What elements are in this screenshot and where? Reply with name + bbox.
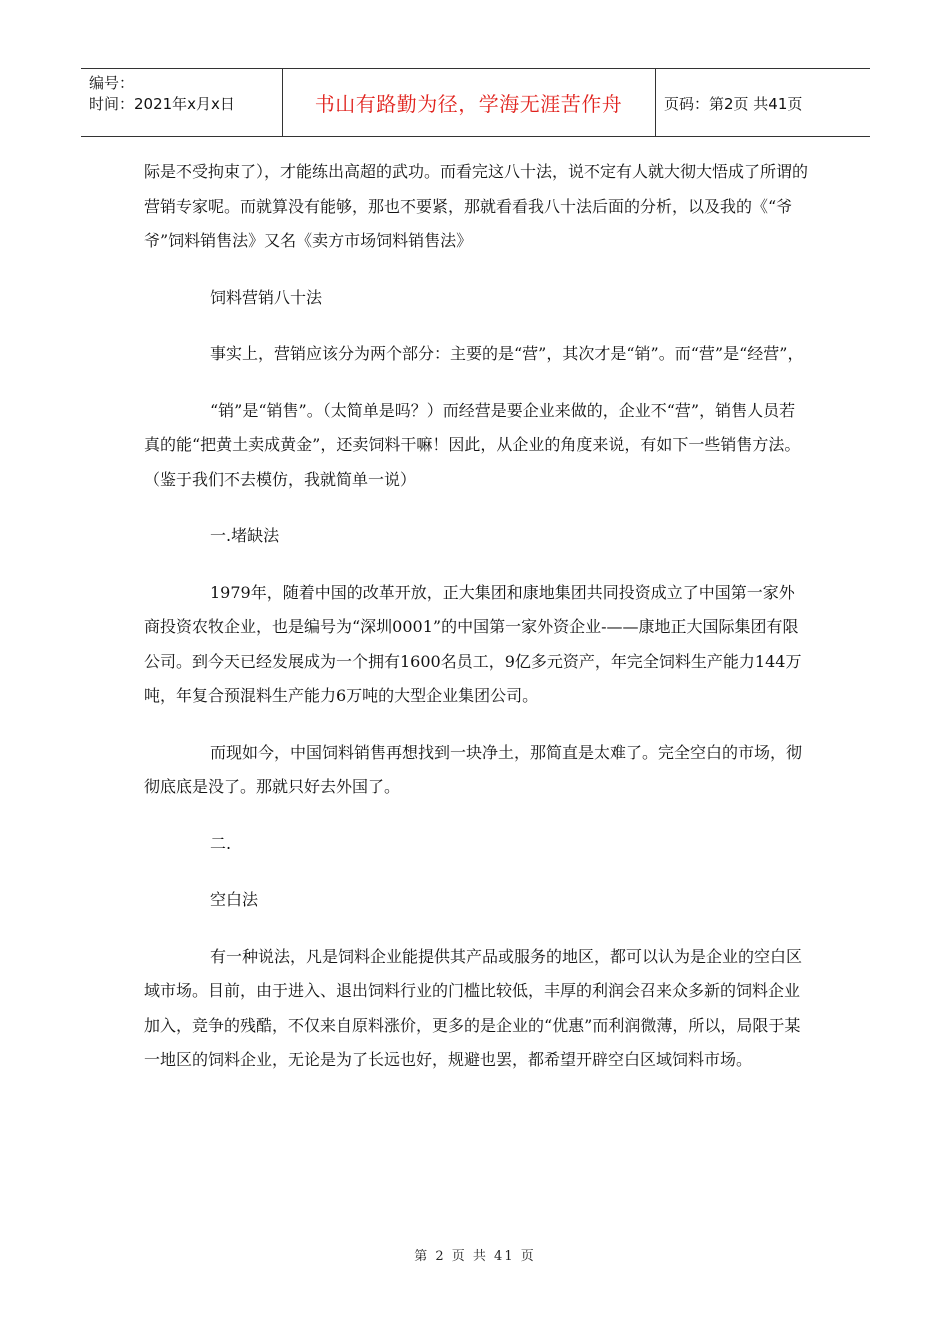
- header-divider: [655, 69, 656, 136]
- header-left-cell: [89, 73, 235, 115]
- section-heading: 一.堵缺法: [210, 526, 280, 545]
- page-footer: 第 2 页 共 41 页: [414, 1249, 536, 1264]
- paragraph: 有一种说法，凡是饲料企业能提供其产品或服务的地区，都可以认为是企业的空白区域市场。目前，由于进入、退出饲料行业的门槛比较低，丰厚的利润会召来众多新的饲料企业加入，竞争的残酷，不仅来自原料涨价，更多的是企业的“优惠”而利润微薄，所以，局限于某一地区的饲料企业，无论是为了长远也好，规避也罢，都希望开辟空白区域饲料市场。: [144, 946, 803, 1069]
- paragraph: 而现如今，中国饲料销售再想找到一块净土，那简直是太难了。完全空白的市场，彻彻底底是没了。那就只好去外国了。: [144, 742, 803, 796]
- document-body: [144, 155, 808, 1078]
- document-time-label: 时间：2021年x月x日: [89, 95, 235, 113]
- section-title: 饲料营销八十法: [210, 287, 323, 307]
- paragraph: 1979年，随着中国的改革开放，正大集团和康地集团共同投资成立了中国第一家外商投资农牧企业，也是编号为“深圳0001”的中国第一家外资企业-——康地正大国际集团有限公司。到今天已经发展成为一个拥有1600名员工，9亿多元资产，年完全饲料生产能力144万吨，年复合预混料生产能力6万吨的大型企业集团公司。: [144, 582, 802, 705]
- section-heading: 二.: [210, 833, 232, 853]
- page-header: [81, 68, 870, 137]
- document-number-label: 编号：: [89, 74, 135, 92]
- paragraph: “销”是“销售”。（太简单是吗？）而经营是要企业来做的，企业不“营”，销售人员若真的能“把黄土卖成黄金”，还卖饲料干嘛！因此，从企业的角度来说，有如下一些销售方法。（鉴于我们不去模仿，我就简单一说）: [144, 400, 801, 489]
- header-page-info: 页码：第2页 共41页: [664, 95, 803, 113]
- paragraph: 际是不受拘束了），才能练出高超的武功。而看完这八十法，说不定有人就大彻大悟成了所谓的营销专家呢。而就算没有能够，那也不要紧，那就看看我八十法后面的分析，以及我的《“爷爷”饲料销售法》又名《卖方市场饲料销售法》: [144, 162, 809, 250]
- section-title: 空白法: [210, 890, 259, 909]
- header-motto: 书山有路勤为径，学海无涯苦作舟: [314, 92, 623, 116]
- paragraph: 事实上，营销应该分为两个部分：主要的是“营”，其次才是“销”。而“营”是“经营”，: [210, 344, 804, 363]
